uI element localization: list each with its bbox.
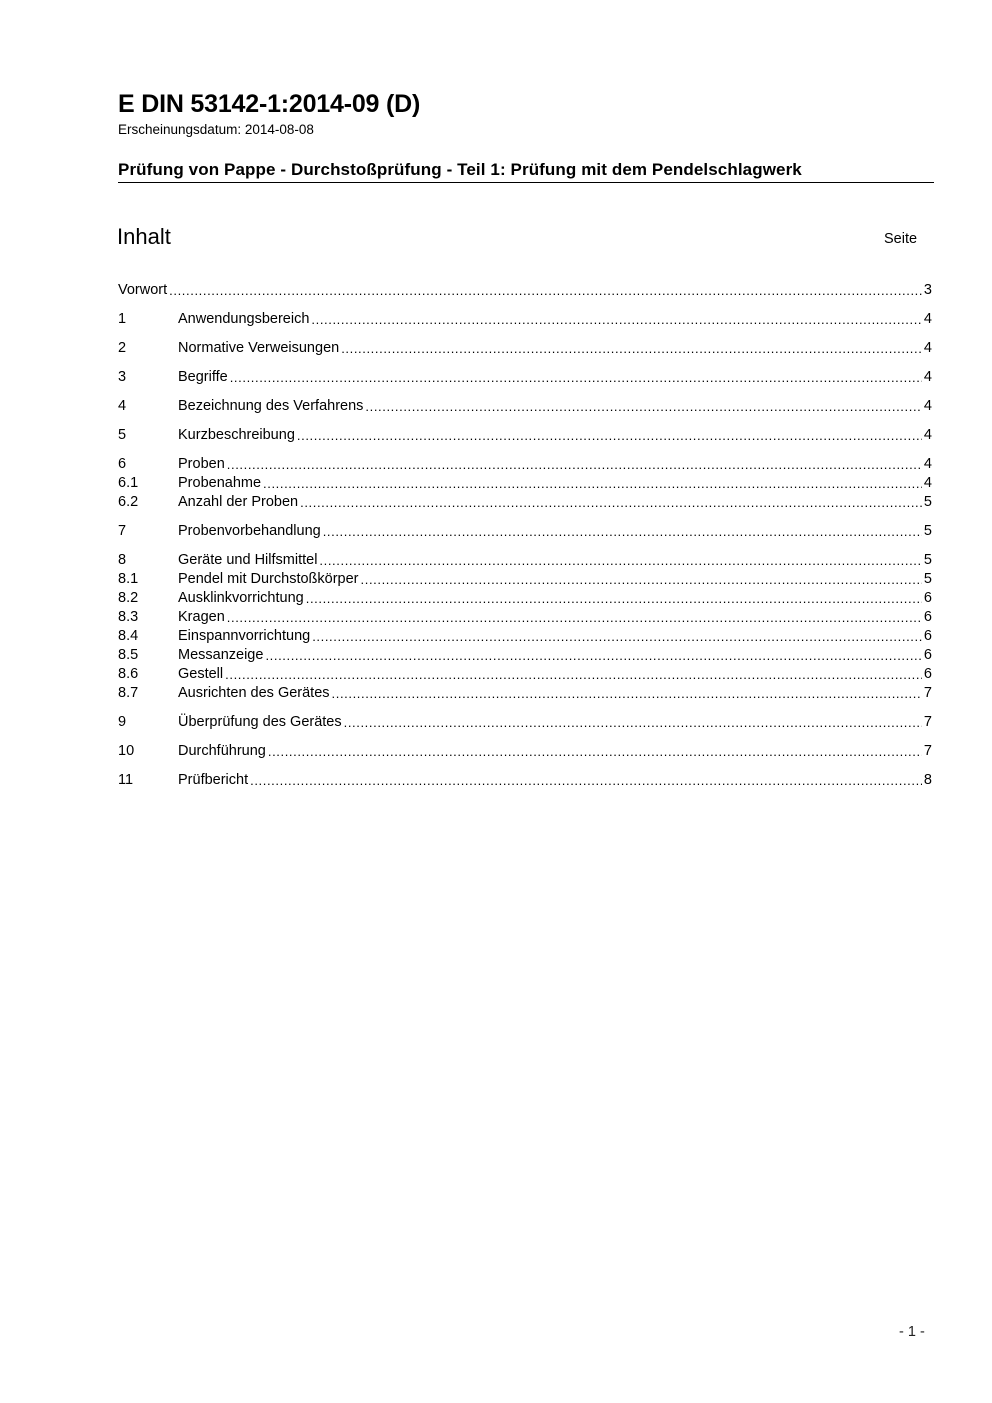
toc-entry[interactable] <box>118 607 932 626</box>
toc-entry[interactable] <box>118 683 932 702</box>
toc-entry[interactable] <box>118 396 932 415</box>
toc-entry-line <box>178 311 932 327</box>
toc-entry-title: Überprüfung des Gerätes <box>178 714 342 730</box>
toc-heading: Inhalt <box>117 224 171 249</box>
toc-dot-leader <box>361 572 922 587</box>
toc-dot-leader <box>265 648 921 663</box>
toc-entry-page: 4 <box>923 340 932 356</box>
toc-entry-title: Gestell <box>178 666 224 682</box>
toc-entry[interactable] <box>118 664 932 683</box>
toc-entry[interactable] <box>118 521 932 540</box>
toc-entry-number: 8.3 <box>118 609 139 625</box>
toc-entry-line <box>178 494 932 510</box>
toc-entry-line <box>178 647 932 663</box>
toc-dot-leader <box>311 312 922 327</box>
toc-entry[interactable] <box>118 588 932 607</box>
toc-dot-leader <box>344 715 922 730</box>
toc-entry-page: 6 <box>923 609 932 625</box>
toc-entry-number: 11 <box>118 772 134 788</box>
toc-entry-line <box>178 523 932 539</box>
document-subject: Prüfung von Pappe - Durchstoßprüfung - Teil 1: Prüfung mit dem Pendelschlagwerk <box>118 160 802 179</box>
toc-entry-title: Pendel mit Durchstoßkörper <box>178 571 359 587</box>
toc-dot-leader <box>306 591 922 606</box>
toc-entry-line <box>178 456 932 472</box>
toc-entry-title: Kurzbeschreibung <box>178 427 295 443</box>
toc-entry-title: Geräte und Hilfsmittel <box>178 552 318 568</box>
toc-entry[interactable] <box>118 425 932 444</box>
toc-entry-number: 3 <box>118 369 127 385</box>
toc-dot-leader <box>230 370 922 385</box>
toc-entry-number: 8.1 <box>118 571 139 587</box>
toc-entry-page: 7 <box>923 714 932 730</box>
toc-entry[interactable] <box>118 712 932 731</box>
toc-dot-leader <box>365 399 922 414</box>
toc-entry-title: Prüfbericht <box>178 772 249 788</box>
toc-dot-leader <box>312 629 922 644</box>
header-divider <box>118 182 934 183</box>
toc-entry-title: Messanzeige <box>178 647 264 663</box>
toc-entry-line <box>118 282 932 298</box>
toc-entry-number: 8 <box>118 552 127 568</box>
toc-entry-line <box>178 590 932 606</box>
toc-entry[interactable] <box>118 454 932 473</box>
toc-entry[interactable] <box>118 492 932 511</box>
toc-entry[interactable] <box>118 645 932 664</box>
toc-entry-page: 4 <box>923 456 932 472</box>
toc-entry-page: 4 <box>923 398 932 414</box>
toc-entry-page: 5 <box>923 552 932 568</box>
toc-entry-page: 4 <box>923 369 932 385</box>
toc-entry-line <box>178 398 932 414</box>
toc-entry-title: Kragen <box>178 609 225 625</box>
toc-entry-line <box>178 772 932 788</box>
toc-entry-page: 6 <box>923 666 932 682</box>
toc-dot-leader <box>263 476 922 491</box>
toc-entry-page: 3 <box>923 282 932 298</box>
toc-dot-leader <box>250 773 922 788</box>
toc-entry-line <box>178 714 932 730</box>
toc-entry-page: 6 <box>923 590 932 606</box>
toc-entry[interactable] <box>118 309 932 328</box>
toc-entry-page: 5 <box>923 523 932 539</box>
toc-entry-number: 6 <box>118 456 127 472</box>
toc-entry[interactable] <box>118 280 932 299</box>
toc-entry-page: 5 <box>923 494 932 510</box>
toc-dot-leader <box>225 667 922 682</box>
toc-entry-title: Proben <box>178 456 225 472</box>
toc-dot-leader <box>227 610 922 625</box>
toc-entry-number: 8.6 <box>118 666 139 682</box>
toc-entry-number: 8.7 <box>118 685 139 701</box>
publication-date: Erscheinungsdatum: 2014-08-08 <box>118 122 314 137</box>
toc-entry-title: Bezeichnung des Verfahrens <box>178 398 364 414</box>
toc-dot-leader <box>300 495 922 510</box>
toc-entry-title: Anwendungsbereich <box>178 311 310 327</box>
toc-entry[interactable] <box>118 473 932 492</box>
toc-entry-line <box>178 571 932 587</box>
toc-dot-leader <box>332 686 922 701</box>
toc-entry-line <box>178 427 932 443</box>
toc-dot-leader <box>227 457 922 472</box>
toc-entry-number: 6.1 <box>118 475 139 491</box>
toc-entry-title: Durchführung <box>178 743 266 759</box>
toc-entry-page: 4 <box>923 427 932 443</box>
toc-entry-line <box>178 685 932 701</box>
toc-entry-number: 9 <box>118 714 127 730</box>
toc-entry-title: Probenahme <box>178 475 262 491</box>
toc-entry-line <box>178 666 932 682</box>
toc-entry-page: 5 <box>923 571 932 587</box>
toc-entry[interactable] <box>118 626 932 645</box>
toc-entry-title: Ausrichten des Gerätes <box>178 685 330 701</box>
toc-entry-title: Ausklinkvorrichtung <box>178 590 304 606</box>
toc-entry-number: 1 <box>118 311 127 327</box>
toc-entry-title: Begriffe <box>178 369 228 385</box>
toc-entry-number: 7 <box>118 523 127 539</box>
toc-entry-number: 4 <box>118 398 127 414</box>
toc-entry-number: 6.2 <box>118 494 139 510</box>
toc-entry[interactable] <box>118 770 932 789</box>
toc-entry-page: 6 <box>923 647 932 663</box>
toc-entry-number: 8.2 <box>118 590 139 606</box>
toc-entry-page: 4 <box>923 475 932 491</box>
toc-entry-title: Probenvorbehandlung <box>178 523 321 539</box>
toc-entry-line <box>178 340 932 356</box>
toc-entry-number: 2 <box>118 340 127 356</box>
page-number: - 1 - <box>899 1324 925 1340</box>
toc-entry-page: 4 <box>923 311 932 327</box>
toc-entry-number: 10 <box>118 743 135 759</box>
toc-entry[interactable] <box>118 569 932 588</box>
toc-page-column-label: Seite <box>884 231 918 247</box>
toc-entry-title: Normative Verweisungen <box>178 340 340 356</box>
toc-entry-number: 8.4 <box>118 628 139 644</box>
toc-dot-leader <box>341 341 922 356</box>
toc-entry[interactable] <box>118 338 932 357</box>
toc-entry-line <box>178 475 932 491</box>
toc-dot-leader <box>319 553 922 568</box>
toc-entry-line <box>178 628 932 644</box>
toc-dot-leader <box>297 428 922 443</box>
document-id: E DIN 53142-1:2014-09 (D) <box>118 90 421 118</box>
toc-entry-line <box>178 369 932 385</box>
toc-entry-line <box>178 743 932 759</box>
toc-dot-leader <box>268 744 922 759</box>
toc-entry[interactable] <box>118 741 932 760</box>
toc-entry-page: 8 <box>923 772 932 788</box>
toc-entry-title: Einspannvorrichtung <box>178 628 311 644</box>
toc-entry-line <box>178 609 932 625</box>
toc-entry[interactable] <box>118 550 932 569</box>
toc-entry-number: 5 <box>118 427 127 443</box>
toc-entry-title: Vorwort <box>118 282 168 298</box>
toc-entry-page: 7 <box>923 685 932 701</box>
toc-entry-number: 8.5 <box>118 647 139 663</box>
toc-entry-title: Anzahl der Proben <box>178 494 299 510</box>
toc-dot-leader <box>169 283 922 298</box>
toc-entry-page: 7 <box>923 743 932 759</box>
toc-entry[interactable] <box>118 367 932 386</box>
toc-entry-page: 6 <box>923 628 932 644</box>
toc-dot-leader <box>323 524 922 539</box>
toc-entry-line <box>178 552 932 568</box>
